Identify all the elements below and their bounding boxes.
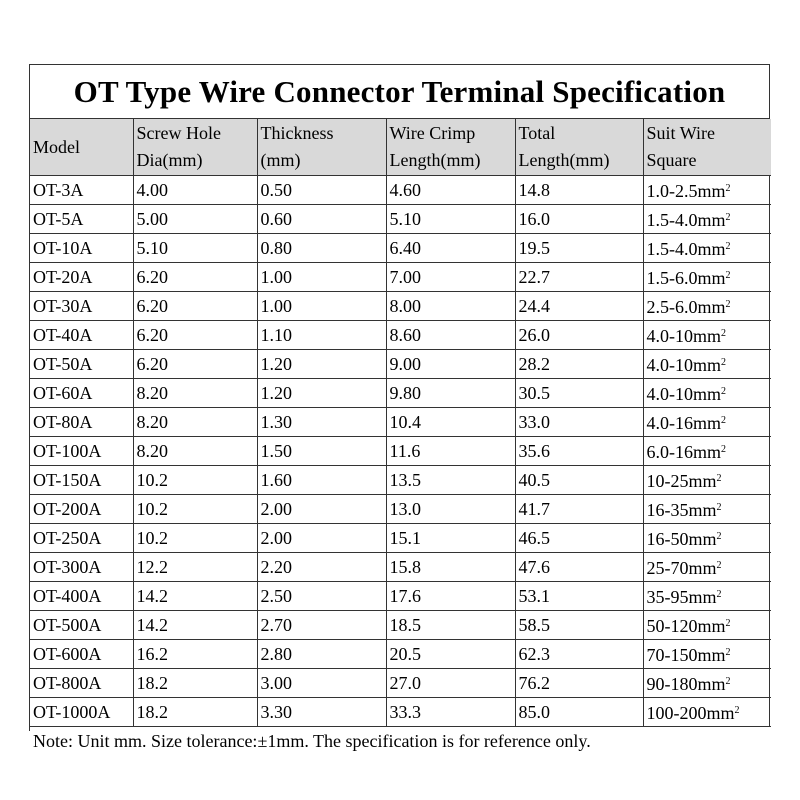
column-header-line2: (mm) (260, 150, 301, 170)
table-cell: 13.5 (386, 466, 515, 495)
spec-table (30, 119, 771, 754)
table-cell: 6.20 (133, 263, 257, 292)
table-cell: OT-3A (30, 176, 133, 205)
column-header-line2: Length(mm) (518, 150, 610, 170)
column-header (133, 119, 257, 176)
table-cell: $25-70mm^2$ (643, 553, 771, 582)
table-row (30, 350, 771, 379)
column-header-line1: Model (33, 136, 80, 157)
table-cell: $100-200mm^2$ (643, 698, 771, 727)
table-cell: 6.20 (133, 321, 257, 350)
table-row (30, 640, 771, 669)
table-cell: 16.0 (515, 205, 643, 234)
table-cell: 14.8 (515, 176, 643, 205)
table-row (30, 176, 771, 205)
table-cell: 1.30 (257, 408, 386, 437)
column-header-line1: Thickness (260, 123, 334, 143)
table-cell: 2.70 (257, 611, 386, 640)
table-cell: $70-150mm^2$ (643, 640, 771, 669)
table-cell: 35.6 (515, 437, 643, 466)
table-cell: 1.00 (257, 292, 386, 321)
table-cell: OT-30A (30, 292, 133, 321)
table-cell: 20.5 (386, 640, 515, 669)
table-cell: 76.2 (515, 669, 643, 698)
table-cell: $1.5-4.0mm^2$ (643, 234, 771, 263)
table-cell: 18.2 (133, 698, 257, 727)
table-cell: 1.50 (257, 437, 386, 466)
table-cell: 62.3 (515, 640, 643, 669)
table-cell: 10.2 (133, 495, 257, 524)
table-cell: $16-50mm^2$ (643, 524, 771, 553)
table-cell: 5.10 (133, 234, 257, 263)
table-cell: 5.10 (386, 205, 515, 234)
table-cell: 12.2 (133, 553, 257, 582)
table-cell: 2.20 (257, 553, 386, 582)
table-row (30, 408, 771, 437)
column-header (386, 119, 515, 176)
table-row (30, 263, 771, 292)
table-cell: OT-600A (30, 640, 133, 669)
table-cell: 85.0 (515, 698, 643, 727)
table-row (30, 495, 771, 524)
table-row (30, 582, 771, 611)
table-cell: 33.0 (515, 408, 643, 437)
spec-table-frame (29, 64, 770, 751)
table-cell: OT-50A (30, 350, 133, 379)
table-cell: 0.80 (257, 234, 386, 263)
table-cell: 28.2 (515, 350, 643, 379)
table-cell: 4.00 (133, 176, 257, 205)
table-cell: 1.60 (257, 466, 386, 495)
table-cell: 9.00 (386, 350, 515, 379)
table-cell: 26.0 (515, 321, 643, 350)
table-cell: 30.5 (515, 379, 643, 408)
table-cell: 6.20 (133, 292, 257, 321)
table-cell: 15.8 (386, 553, 515, 582)
table-cell: 1.10 (257, 321, 386, 350)
column-header (515, 119, 643, 176)
table-cell: 13.0 (386, 495, 515, 524)
table-cell: 18.5 (386, 611, 515, 640)
table-cell: 0.60 (257, 205, 386, 234)
table-cell: OT-200A (30, 495, 133, 524)
table-cell: OT-1000A (30, 698, 133, 727)
column-header-line1: Suit Wire (646, 123, 715, 143)
table-cell: 53.1 (515, 582, 643, 611)
table-cell: 19.5 (515, 234, 643, 263)
table-cell: 47.6 (515, 553, 643, 582)
table-cell: 46.5 (515, 524, 643, 553)
note-text: Note: Unit mm. Size tolerance:±1mm. The specification is for reference only. (30, 727, 771, 755)
table-cell: OT-800A (30, 669, 133, 698)
table-row (30, 698, 771, 727)
table-cell: $1.5-6.0mm^2$ (643, 263, 771, 292)
table-cell: 3.30 (257, 698, 386, 727)
table-row (30, 379, 771, 408)
table-body (30, 176, 771, 755)
table-cell: OT-10A (30, 234, 133, 263)
table-cell: 3.00 (257, 669, 386, 698)
table-cell: 10.4 (386, 408, 515, 437)
table-cell: OT-20A (30, 263, 133, 292)
table-cell: $1.0-2.5mm^2$ (643, 176, 771, 205)
table-cell: $10-25mm^2$ (643, 466, 771, 495)
table-row (30, 611, 771, 640)
table-cell: 58.5 (515, 611, 643, 640)
table-cell: 14.2 (133, 611, 257, 640)
table-row (30, 437, 771, 466)
table-cell: $50-120mm^2$ (643, 611, 771, 640)
table-cell: $4.0-16mm^2$ (643, 408, 771, 437)
column-header-line1: Screw Hole (136, 123, 221, 143)
table-cell: OT-40A (30, 321, 133, 350)
table-cell: $35-95mm^2$ (643, 582, 771, 611)
table-cell: $1.5-4.0mm^2$ (643, 205, 771, 234)
table-cell: 41.7 (515, 495, 643, 524)
column-header-line2: Square (646, 150, 697, 170)
table-row (30, 205, 771, 234)
column-header-line2: Dia(mm) (136, 150, 203, 170)
table-cell: OT-500A (30, 611, 133, 640)
table-cell: 8.60 (386, 321, 515, 350)
table-cell: 6.20 (133, 350, 257, 379)
table-cell: 24.4 (515, 292, 643, 321)
table-cell: 15.1 (386, 524, 515, 553)
table-cell: $4.0-10mm^2$ (643, 321, 771, 350)
column-header-line1: Wire Crimp (389, 123, 476, 143)
table-cell: 6.40 (386, 234, 515, 263)
table-cell: 4.60 (386, 176, 515, 205)
column-header (643, 119, 771, 176)
table-cell: 8.20 (133, 379, 257, 408)
table-cell: 8.20 (133, 408, 257, 437)
column-header-line2: Length(mm) (389, 150, 481, 170)
note-row (30, 727, 771, 755)
column-header (257, 119, 386, 176)
table-cell: 33.3 (386, 698, 515, 727)
table-cell: 8.00 (386, 292, 515, 321)
table-cell: 22.7 (515, 263, 643, 292)
table-cell: 9.80 (386, 379, 515, 408)
table-cell: 40.5 (515, 466, 643, 495)
column-header (30, 119, 133, 176)
table-cell: $4.0-10mm^2$ (643, 379, 771, 408)
table-cell: 1.00 (257, 263, 386, 292)
table-cell: 1.20 (257, 350, 386, 379)
table-cell: 2.50 (257, 582, 386, 611)
table-cell: OT-80A (30, 408, 133, 437)
table-cell: 10.2 (133, 466, 257, 495)
table-cell: 27.0 (386, 669, 515, 698)
table-cell: 2.80 (257, 640, 386, 669)
table-cell: $16-35mm^2$ (643, 495, 771, 524)
table-cell: $2.5-6.0mm^2$ (643, 292, 771, 321)
table-row (30, 466, 771, 495)
table-cell: 7.00 (386, 263, 515, 292)
table-cell: 11.6 (386, 437, 515, 466)
table-cell: 1.20 (257, 379, 386, 408)
table-cell: 18.2 (133, 669, 257, 698)
table-row (30, 321, 771, 350)
table-row (30, 524, 771, 553)
table-cell: OT-400A (30, 582, 133, 611)
table-cell: 17.6 (386, 582, 515, 611)
table-row (30, 669, 771, 698)
table-cell: 2.00 (257, 495, 386, 524)
table-cell: 5.00 (133, 205, 257, 234)
table-cell: $6.0-16mm^2$ (643, 437, 771, 466)
table-cell: 0.50 (257, 176, 386, 205)
table-row (30, 234, 771, 263)
table-cell: $90-180mm^2$ (643, 669, 771, 698)
column-header-line1: Total (518, 123, 556, 143)
table-cell: 10.2 (133, 524, 257, 553)
table-cell: OT-60A (30, 379, 133, 408)
table-cell: OT-5A (30, 205, 133, 234)
table-cell: 2.00 (257, 524, 386, 553)
table-row (30, 553, 771, 582)
table-cell: OT-300A (30, 553, 133, 582)
table-header-row (30, 119, 771, 176)
table-cell: 16.2 (133, 640, 257, 669)
table-cell: OT-100A (30, 437, 133, 466)
table-row (30, 292, 771, 321)
page-title: OT Type Wire Connector Terminal Specification (30, 65, 769, 119)
table-cell: $4.0-10mm^2$ (643, 350, 771, 379)
table-cell: 8.20 (133, 437, 257, 466)
table-cell: OT-250A (30, 524, 133, 553)
table-cell: OT-150A (30, 466, 133, 495)
table-cell: 14.2 (133, 582, 257, 611)
